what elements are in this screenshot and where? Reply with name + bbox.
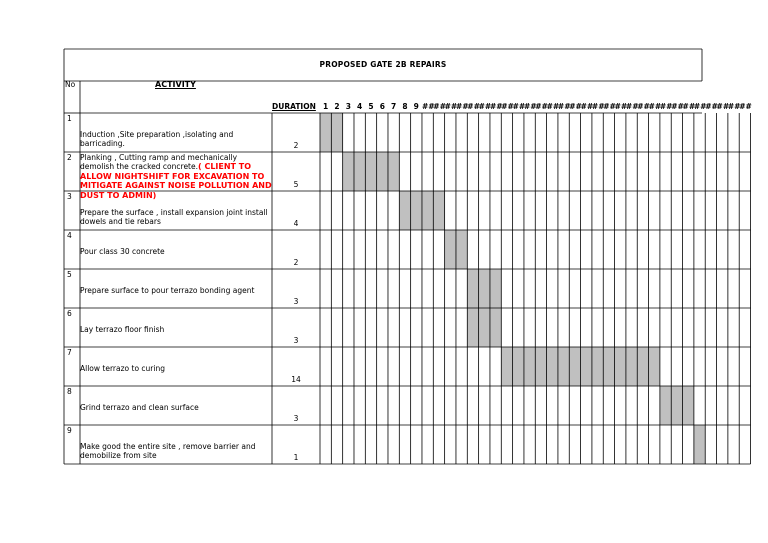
day-label: ## <box>603 102 616 111</box>
day-label: ## <box>671 102 684 111</box>
task-no: 8 <box>67 387 72 396</box>
day-label: 4 <box>357 102 363 111</box>
header-no: No <box>65 80 76 89</box>
day-label: ## <box>591 102 605 111</box>
day-label: ## <box>693 102 707 111</box>
task-no: 4 <box>67 231 72 240</box>
task-activity <box>80 208 272 228</box>
task-activity <box>80 130 272 150</box>
task-activity-note: ( CLIENT TO ALLOW NIGHTSHIFT FOR EXCAVATION TO MITIGATE AGAINST NOISE POLLUTION AND DUST TO ADMIN) <box>80 162 272 200</box>
task-no: 6 <box>67 309 72 318</box>
day-label: 3 <box>345 102 351 111</box>
task-activity <box>80 247 272 267</box>
task-activity-text: Make good the entire site , remove barrier and demobilize from site <box>80 442 256 460</box>
day-label: 2 <box>334 102 340 111</box>
task-activity <box>80 153 272 200</box>
task-duration: 14 <box>291 375 301 384</box>
day-label: ## <box>512 102 526 111</box>
day-label: ## <box>739 102 752 111</box>
task-duration: 1 <box>293 453 299 462</box>
day-label: ## <box>637 102 650 111</box>
task-activity <box>80 286 272 306</box>
day-label: ## <box>478 102 492 111</box>
day-label: ## <box>467 102 480 111</box>
day-label: ## <box>455 102 469 111</box>
day-label: ## <box>614 102 628 111</box>
task-duration: 2 <box>293 141 299 150</box>
task-activity <box>80 403 272 423</box>
day-label: 5 <box>368 102 374 111</box>
day-label: ## <box>421 102 435 111</box>
day-label: ## <box>444 102 458 111</box>
task-activity-text: Pour class 30 concrete <box>80 247 165 256</box>
task-activity-text: Induction ,Site preparation ,isolating and barricading. <box>80 130 234 148</box>
task-activity-text: Prepare surface to pour terrazo bonding agent <box>80 286 255 295</box>
task-no: 9 <box>67 426 72 435</box>
day-label: ## <box>523 102 537 111</box>
task-activity-text: Prepare the surface , install expansion joint install dowels and tie rebars <box>80 208 268 226</box>
day-label: ## <box>433 102 446 111</box>
day-label: 1 <box>323 102 329 111</box>
task-activity <box>80 364 272 384</box>
day-label: ## <box>625 102 639 111</box>
day-label: 9 <box>413 102 419 111</box>
header-activity: ACTIVITY <box>155 80 196 89</box>
day-label: ## <box>569 102 582 111</box>
task-activity <box>80 325 272 345</box>
day-label: ## <box>682 102 696 111</box>
task-duration: 3 <box>293 414 299 423</box>
task-no: 7 <box>67 348 72 357</box>
day-label: ## <box>705 102 718 111</box>
day-label: ## <box>727 102 741 111</box>
task-activity-text: Lay terrazo floor finish <box>80 325 165 334</box>
task-no: 1 <box>67 114 72 123</box>
task-activity-text: Planking , Cutting ramp and mechanically demolish the cracked concrete. <box>80 153 238 171</box>
sheet-title: PROPOSED GATE 2B REPAIRS <box>319 60 447 69</box>
day-label: ## <box>659 102 673 111</box>
day-label: 6 <box>379 102 385 111</box>
gantt-bar <box>467 308 501 347</box>
task-duration: 3 <box>293 297 299 306</box>
task-activity-text: Allow terrazo to curing <box>80 364 165 373</box>
task-duration: 3 <box>293 336 299 345</box>
task-activity-text: Grind terrazo and clean surface <box>80 403 199 412</box>
task-duration: 4 <box>293 219 299 228</box>
gantt-bar <box>467 269 501 308</box>
gantt-bar <box>660 386 694 425</box>
day-label: ## <box>557 102 571 111</box>
header-duration: DURATION <box>272 102 316 111</box>
task-no: 2 <box>67 153 72 162</box>
task-duration: 5 <box>293 180 299 189</box>
day-label: ## <box>501 102 514 111</box>
day-label: ## <box>648 102 662 111</box>
gantt-bar <box>343 152 400 191</box>
day-label: ## <box>535 102 548 111</box>
gantt-bar <box>694 425 705 464</box>
day-label: ## <box>546 102 560 111</box>
task-no: 5 <box>67 270 72 279</box>
day-label: 7 <box>391 102 397 111</box>
task-activity <box>80 442 272 462</box>
task-duration: 2 <box>293 258 299 267</box>
day-label: ## <box>716 102 730 111</box>
task-no: 3 <box>67 192 72 201</box>
day-label: 8 <box>402 102 408 111</box>
day-label: ## <box>489 102 503 111</box>
day-label: ## <box>580 102 594 111</box>
